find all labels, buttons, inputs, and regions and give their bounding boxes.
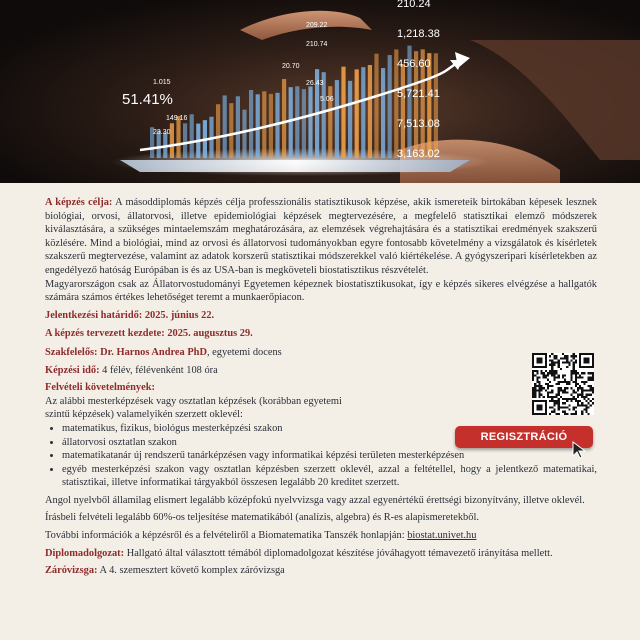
hero-bar	[355, 69, 359, 158]
hero-value: 5,721.41	[397, 88, 440, 100]
hero-label: 149.16	[166, 115, 188, 122]
hero-bar	[374, 54, 378, 158]
list-item: • matematikatanár új rendszerű tanárképzésen vagy informatikai képzési területen mesterképzésen	[62, 449, 597, 463]
hero-bar	[256, 94, 260, 158]
hero-bar	[335, 80, 339, 158]
hero-bar	[295, 86, 299, 158]
hero-bar	[176, 116, 180, 158]
final-exam-label: Záróvizsga:	[45, 565, 98, 577]
thesis-label: Diplomadolgozat:	[45, 547, 125, 559]
hero-bar	[229, 103, 233, 158]
website-link[interactable]: biostat.univet.hu	[407, 530, 477, 542]
hero-bar	[183, 123, 187, 158]
hero-bar	[361, 67, 365, 158]
thesis-text: Hallgató által választott témából diplomadolgozat készítése jóváhagyott témavezető irányítása mellett.	[124, 547, 553, 559]
hungary-paragraph: Magyarországon csak az Állatorvostudományi Egyetemen képeznek biostatisztikusokat, így e képzés sikeres elvégzése a hallgatók számára számos értékes lehetőséget teremt a munkaerőpiacon.	[45, 278, 597, 304]
hero-bar	[308, 86, 312, 158]
hero-bar	[341, 67, 345, 158]
start-date: A képzés tervezett kezdete: 2025. augusztus 29.	[45, 328, 253, 340]
hero-bar	[388, 55, 392, 158]
qr-code[interactable]	[532, 353, 594, 415]
thesis-paragraph	[45, 547, 597, 561]
hero-bar	[289, 87, 293, 158]
duration-value: 4 félév, félévenként 108 óra	[99, 364, 218, 376]
goal-label: A képzés célja:	[45, 197, 113, 208]
hero-value: 456.60	[397, 58, 431, 70]
hero-label: 26.43	[306, 80, 324, 87]
responsible-label: Szakfelelős:	[45, 346, 98, 358]
hero-bar	[434, 53, 438, 158]
responsible-name: Dr. Harnos Andrea PhD	[100, 346, 207, 358]
list-item: • állatorvosi osztatlan szakon	[62, 436, 597, 450]
hero-bar	[262, 91, 266, 158]
duration-line	[45, 364, 597, 378]
goal-text: A másoddiplomás képzés célja professzionális statisztikusok képzése, akik ismereteik birtokában képesek lesznek biológiai, orvosi, állatorvosi, illetve epidemiológiai képzések megtervezésére, a megfelelő statisztikai elemző módszerek kiválasztására, a szükséges mintaelemszám meghatározására, az elemzések végrehajtására és a statisztikai eredmények szakszerű közlésére. Mind a biológiai, mind az orvosi és állatorvosi tudományokban egyre fontosabb követelmény a vizsgálatok és kísérletek szakszerű megtervezése, valamint az adatok korszerű statisztikai módszerekkel való kiértékelése. A gyógyszeripari kísérletekben az engedélyező hatóság Európában is és az USA-ban is megköveteli biostatisztikus részvételét.	[45, 197, 597, 276]
hero-bar	[368, 65, 372, 158]
hero-value: 3,163.02	[397, 148, 440, 160]
exam-paragraph: Írásbeli felvételi legalább 60%-os teljesítése matematikából (analízis, algebra) és R-es alapismeretekből.	[45, 512, 479, 524]
hero-bar	[223, 95, 227, 158]
hero-value: 7,513.08	[397, 118, 440, 130]
hero-bar	[249, 90, 253, 158]
final-exam-text: A 4. szemesztert követő komplex záróvizsga	[97, 565, 285, 577]
hero-bar	[216, 104, 220, 158]
hero-image	[0, 0, 640, 183]
list-item: • egyéb mesterképzési szakon vagy osztatlan képzésben szerzett oklevél, azzal a feltétellel, hogy a jelentkező matematikai, statisztikai, illetve informatikai tárgyakból összesen legalább 20 kreditet szerzett.	[62, 463, 597, 490]
responsible-line	[45, 346, 597, 360]
requirements-intro: Az alábbi mesterképzések vagy osztatlan képzések (korábban egyetemi szintű képzések) valamelyikén szerzett oklevél:	[45, 395, 342, 421]
hero-bar	[401, 64, 405, 158]
hero-percent: 51.41%	[122, 91, 173, 108]
list-item: • matematikus, fizikus, biológus mesterképzési szakon	[62, 422, 597, 436]
hero-label: 1.015	[153, 79, 171, 86]
final-exam-paragraph	[45, 564, 597, 578]
deadline: Jelentkezési határidő: 2025. június 22.	[45, 309, 215, 321]
info-text: További információk a képzésről és a felvételiről a Biomatematika Tanszék honlapján:	[45, 530, 408, 542]
responsible-title: , egyetemi docens	[206, 346, 282, 358]
hero-label: 20.70	[282, 63, 300, 70]
hero-label: 5.06	[320, 96, 334, 103]
language-paragraph: Angol nyelvből államilag elismert legalább középfokú nyelvvizsga vagy azzal egyenértékű érettségi bizonyítvány, illetve oklevél.	[45, 494, 585, 506]
hero-label: 209.22	[306, 22, 328, 29]
info-paragraph	[45, 529, 597, 543]
hero-bar	[381, 68, 385, 158]
hero-bar	[190, 114, 194, 158]
hero-label: 210.74	[306, 41, 328, 48]
requirements-heading: Felvételi követelmények:	[45, 382, 155, 394]
hero-bar	[302, 89, 306, 158]
hero-bar	[242, 110, 246, 158]
hero-value: 1,218.38	[397, 28, 440, 40]
document-body	[45, 196, 597, 578]
hero-value: 210.24	[397, 0, 431, 10]
hero-bar	[236, 96, 240, 158]
duration-label: Képzési idő:	[45, 364, 100, 376]
goal-paragraph	[45, 196, 597, 278]
hero-label: 23.30	[153, 129, 171, 136]
cursor-icon	[570, 440, 590, 460]
register-button[interactable]: REGISZTRÁCIÓ	[455, 426, 593, 448]
hero-bar	[348, 81, 352, 158]
hero-bar	[282, 79, 286, 158]
